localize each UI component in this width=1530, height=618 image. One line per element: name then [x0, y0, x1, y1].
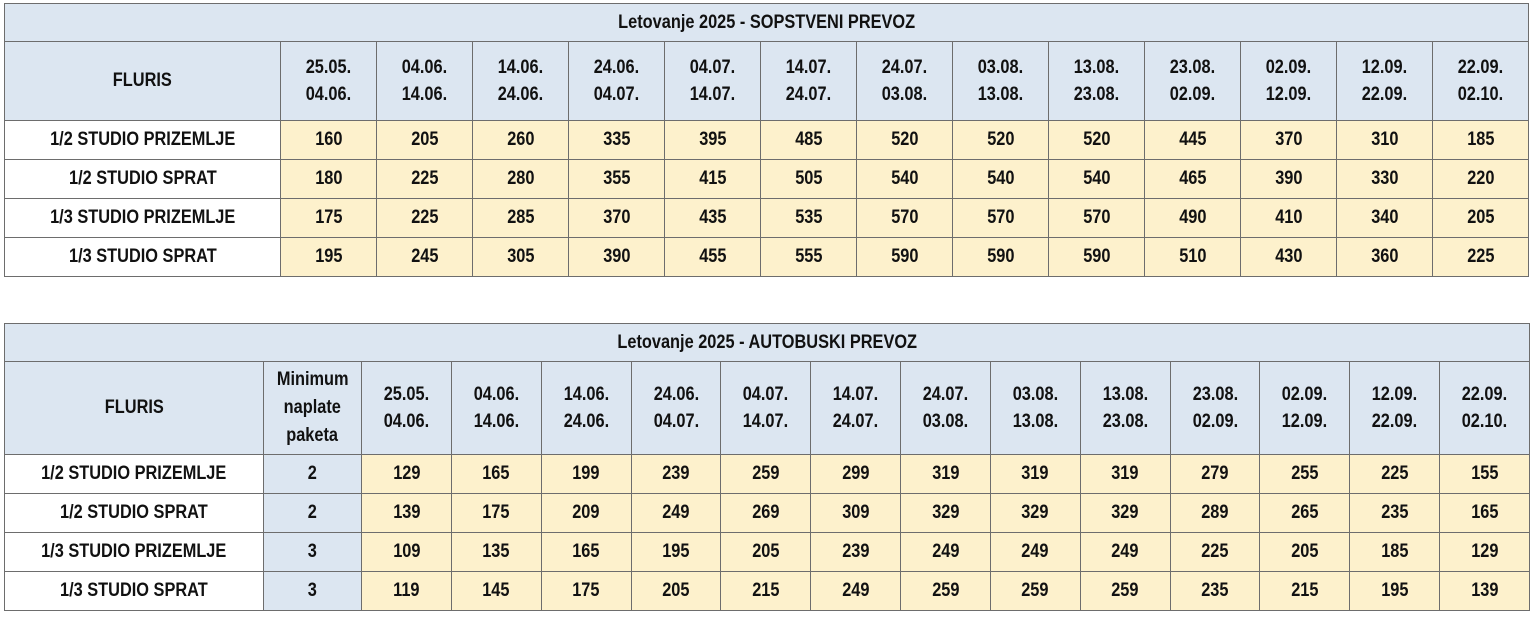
price-cell: 269 — [721, 494, 811, 533]
period-header: 13.08. 23.08. — [1049, 42, 1145, 121]
price-cell: 520 — [1049, 121, 1145, 160]
period-header: 24.06. 04.07. — [569, 42, 665, 121]
price-cell: 225 — [1170, 533, 1260, 572]
period-header: 14.07. 24.07. — [811, 362, 901, 455]
period-header: 03.08. 13.08. — [990, 362, 1080, 455]
price-cell: 430 — [1241, 238, 1337, 277]
price-cell: 160 — [281, 121, 377, 160]
price-cell: 455 — [665, 238, 761, 277]
price-cell: 165 — [1440, 494, 1530, 533]
price-cell: 249 — [1080, 533, 1170, 572]
price-cell: 215 — [721, 572, 811, 611]
price-cell: 485 — [761, 121, 857, 160]
table-row — [5, 533, 1530, 572]
price-cell: 205 — [1260, 533, 1350, 572]
period-header: 14.06. 24.06. — [473, 42, 569, 121]
price-cell: 209 — [541, 494, 631, 533]
price-cell: 520 — [953, 121, 1049, 160]
price-cell: 259 — [901, 572, 991, 611]
room-type-label: 1/2 STUDIO SPRAT — [5, 494, 264, 533]
price-cell: 180 — [281, 160, 377, 199]
period-header: 03.08. 13.08. — [953, 42, 1049, 121]
price-cell: 329 — [990, 494, 1080, 533]
price-cell: 319 — [1080, 455, 1170, 494]
price-cell: 505 — [761, 160, 857, 199]
price-cell: 299 — [811, 455, 901, 494]
price-cell: 279 — [1170, 455, 1260, 494]
price-cell: 570 — [1049, 199, 1145, 238]
room-type-label: 1/3 STUDIO PRIZEMLJE — [5, 533, 264, 572]
room-type-label: 1/3 STUDIO SPRAT — [5, 572, 264, 611]
room-type-label: 1/3 STUDIO SPRAT — [5, 238, 281, 277]
price-cell: 259 — [990, 572, 1080, 611]
minimum-package-cell: 2 — [264, 455, 362, 494]
price-cell: 205 — [377, 121, 473, 160]
price-cell: 319 — [990, 455, 1080, 494]
price-cell: 535 — [761, 199, 857, 238]
period-header: 24.07. 03.08. — [901, 362, 991, 455]
price-cell: 590 — [1049, 238, 1145, 277]
price-cell: 370 — [1241, 121, 1337, 160]
price-cell: 280 — [473, 160, 569, 199]
price-cell: 135 — [451, 533, 541, 572]
table-row — [5, 160, 1529, 199]
period-header: 12.09. 22.09. — [1337, 42, 1433, 121]
table-title — [5, 324, 1530, 362]
table-row — [5, 572, 1530, 611]
price-cell: 329 — [901, 494, 991, 533]
price-cell: 175 — [541, 572, 631, 611]
price-cell: 540 — [1049, 160, 1145, 199]
hotel-name-header — [5, 42, 281, 121]
period-header: 12.09. 22.09. — [1350, 362, 1440, 455]
price-cell: 129 — [1440, 533, 1530, 572]
price-cell: 490 — [1145, 199, 1241, 238]
price-cell: 139 — [1440, 572, 1530, 611]
price-cell: 215 — [1260, 572, 1350, 611]
price-cell: 220 — [1433, 160, 1529, 199]
price-cell: 360 — [1337, 238, 1433, 277]
price-table-own-transport — [4, 3, 1529, 277]
price-cell: 465 — [1145, 160, 1241, 199]
table-row — [5, 199, 1529, 238]
price-cell: 570 — [953, 199, 1049, 238]
price-cell: 185 — [1350, 533, 1440, 572]
price-cell: 590 — [857, 238, 953, 277]
period-header: 25.05. 04.06. — [362, 362, 452, 455]
price-cell: 330 — [1337, 160, 1433, 199]
price-cell: 259 — [721, 455, 811, 494]
price-cell: 235 — [1350, 494, 1440, 533]
price-cell: 355 — [569, 160, 665, 199]
table-row — [5, 455, 1530, 494]
minimum-package-cell: 3 — [264, 533, 362, 572]
price-table-bus-transport — [4, 323, 1530, 611]
price-cell: 445 — [1145, 121, 1241, 160]
period-header: 04.07. 14.07. — [721, 362, 811, 455]
price-cell: 165 — [541, 533, 631, 572]
price-cell: 390 — [1241, 160, 1337, 199]
minimum-package-cell: 2 — [264, 494, 362, 533]
price-cell: 249 — [990, 533, 1080, 572]
period-header: 25.05. 04.06. — [281, 42, 377, 121]
price-cell: 510 — [1145, 238, 1241, 277]
room-type-label: 1/3 STUDIO PRIZEMLJE — [5, 199, 281, 238]
period-header: 24.06. 04.07. — [631, 362, 721, 455]
price-cell: 205 — [631, 572, 721, 611]
price-cell: 395 — [665, 121, 761, 160]
price-cell: 245 — [377, 238, 473, 277]
price-cell: 309 — [811, 494, 901, 533]
table-title-text: Letovanje 2025 - SOPSTVENI PREVOZ — [618, 11, 915, 33]
price-cell: 139 — [362, 494, 452, 533]
price-cell: 265 — [1260, 494, 1350, 533]
hotel-name: FLURIS — [112, 70, 172, 91]
table-row — [5, 121, 1529, 160]
period-header: 23.08. 02.09. — [1145, 42, 1241, 121]
price-cell: 285 — [473, 199, 569, 238]
price-cell: 225 — [1350, 455, 1440, 494]
price-cell: 555 — [761, 238, 857, 277]
price-cell: 195 — [281, 238, 377, 277]
period-header: 14.07. 24.07. — [761, 42, 857, 121]
room-type-label: 1/2 STUDIO PRIZEMLJE — [5, 455, 264, 494]
price-cell: 329 — [1080, 494, 1170, 533]
price-cell: 249 — [811, 572, 901, 611]
price-cell: 239 — [631, 455, 721, 494]
price-cell: 570 — [857, 199, 953, 238]
price-cell: 165 — [451, 455, 541, 494]
price-cell: 195 — [1350, 572, 1440, 611]
price-cell: 520 — [857, 121, 953, 160]
minimum-package-cell: 3 — [264, 572, 362, 611]
price-cell: 259 — [1080, 572, 1170, 611]
price-cell: 255 — [1260, 455, 1350, 494]
price-cell: 319 — [901, 455, 991, 494]
period-header: 13.08. 23.08. — [1080, 362, 1170, 455]
price-cell: 145 — [451, 572, 541, 611]
price-cell: 225 — [1433, 238, 1529, 277]
price-cell: 260 — [473, 121, 569, 160]
price-cell: 199 — [541, 455, 631, 494]
price-cell: 175 — [281, 199, 377, 238]
hotel-name-header — [5, 362, 264, 455]
price-cell: 109 — [362, 533, 452, 572]
price-cell: 185 — [1433, 121, 1529, 160]
price-cell: 305 — [473, 238, 569, 277]
period-header: 04.06. 14.06. — [377, 42, 473, 121]
price-cell: 540 — [953, 160, 1049, 199]
price-cell: 239 — [811, 533, 901, 572]
price-cell: 225 — [377, 199, 473, 238]
hotel-name: FLURIS — [104, 397, 164, 418]
period-header: 24.07. 03.08. — [857, 42, 953, 121]
price-cell: 410 — [1241, 199, 1337, 238]
price-cell: 370 — [569, 199, 665, 238]
price-cell: 235 — [1170, 572, 1260, 611]
period-header: 23.08. 02.09. — [1170, 362, 1260, 455]
price-cell: 249 — [901, 533, 991, 572]
period-header: 04.06. 14.06. — [451, 362, 541, 455]
period-header: 02.09. 12.09. — [1260, 362, 1350, 455]
price-cell: 175 — [451, 494, 541, 533]
table-row — [5, 238, 1529, 277]
price-cell: 205 — [1433, 199, 1529, 238]
price-cell: 155 — [1440, 455, 1530, 494]
price-cell: 205 — [721, 533, 811, 572]
table-row — [5, 494, 1530, 533]
price-cell: 119 — [362, 572, 452, 611]
table-title — [5, 4, 1529, 42]
price-cell: 249 — [631, 494, 721, 533]
period-header: 14.06. 24.06. — [541, 362, 631, 455]
price-cell: 415 — [665, 160, 761, 199]
price-cell: 195 — [631, 533, 721, 572]
period-header: 22.09. 02.10. — [1440, 362, 1530, 455]
price-cell: 390 — [569, 238, 665, 277]
price-cell: 225 — [377, 160, 473, 199]
price-cell: 129 — [362, 455, 452, 494]
room-type-label: 1/2 STUDIO SPRAT — [5, 160, 281, 199]
price-cell: 590 — [953, 238, 1049, 277]
price-cell: 289 — [1170, 494, 1260, 533]
period-header: 02.09. 12.09. — [1241, 42, 1337, 121]
room-type-label: 1/2 STUDIO PRIZEMLJE — [5, 121, 281, 160]
table-title-text: Letovanje 2025 - AUTOBUSKI PREVOZ — [617, 331, 917, 353]
minimum-package-header: Minimum naplate paketa — [264, 362, 362, 455]
price-cell: 435 — [665, 199, 761, 238]
period-header: 04.07. 14.07. — [665, 42, 761, 121]
price-cell: 540 — [857, 160, 953, 199]
period-header: 22.09. 02.10. — [1433, 42, 1529, 121]
price-cell: 335 — [569, 121, 665, 160]
price-cell: 340 — [1337, 199, 1433, 238]
price-cell: 310 — [1337, 121, 1433, 160]
